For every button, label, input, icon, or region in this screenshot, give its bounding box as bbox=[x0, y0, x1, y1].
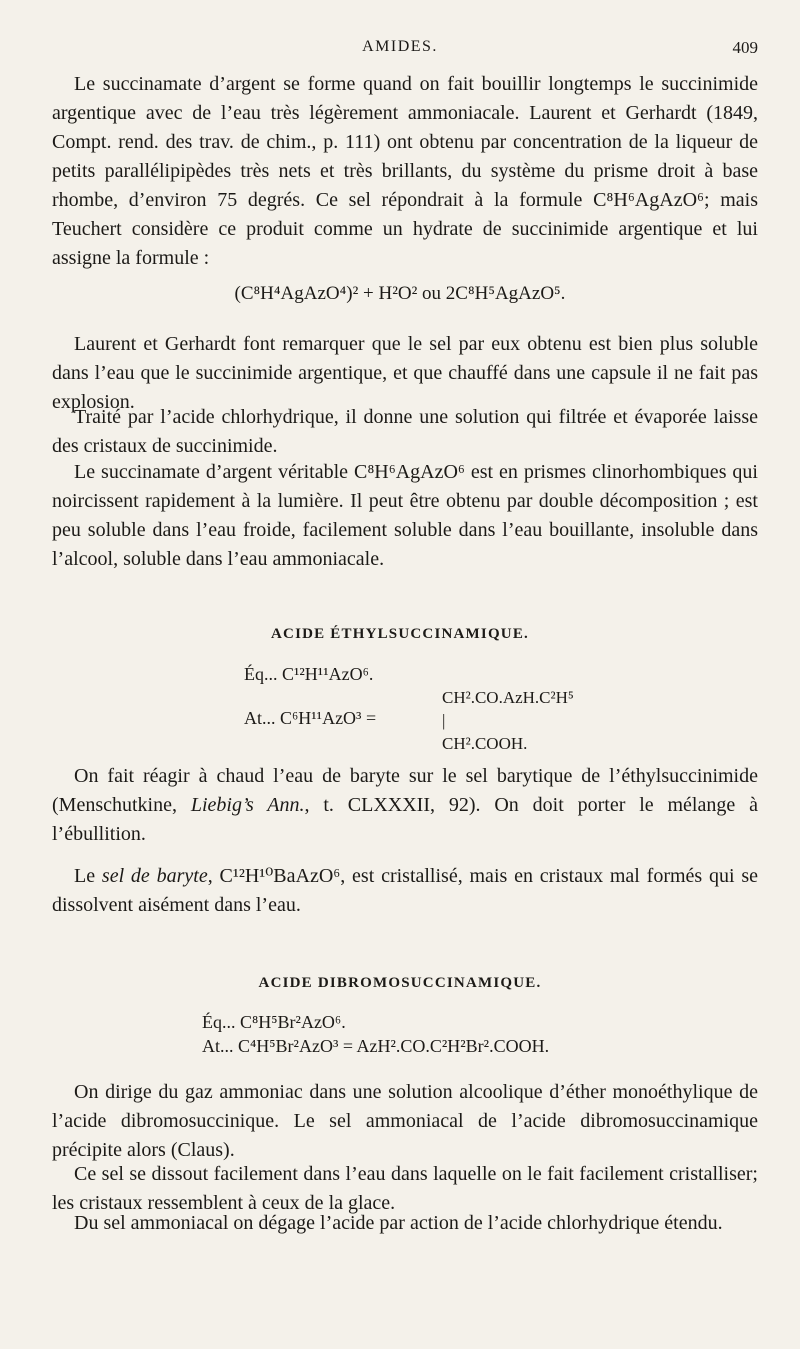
formula-hydrate: (C⁸H⁴AgAzO⁴)² + H²O² ou 2C⁸H⁵AgAzO⁵. bbox=[234, 283, 566, 304]
formula-at-ethyl-structure bbox=[442, 688, 574, 757]
page-number: 409 bbox=[732, 38, 758, 57]
text-run: Le bbox=[74, 865, 102, 887]
formula-eq-ethyl: Éq... C¹²H¹¹AzO⁶. bbox=[244, 664, 374, 684]
text-run: , C¹²H¹⁰BaAzO⁶, est cristallisé, mais en cristaux mal formés qui se dissolvent aisément dans l’eau. bbox=[52, 865, 759, 916]
paragraph-barium-salt bbox=[52, 862, 758, 920]
running-header: AMIDES. bbox=[362, 38, 438, 55]
structure-bond: | bbox=[442, 711, 446, 730]
citation-italic: Liebig’s Ann. bbox=[190, 794, 305, 816]
paragraph-true-silver-succinamate: Le succinamate d’argent véritable C⁸H⁶AgAzO⁶ est en prismes clinorhombiques qui noircissent rapidement à la lumière. Il peut être obtenu par double décomposition ; est peu soluble dans l’eau froide, facilement soluble dans l’eau bouillante, insoluble dans l’alcool, soluble dans l’eau ammoniacale. bbox=[52, 461, 758, 570]
paragraph-ammonium-salt: Ce sel se dissout facilement dans l’eau dans laquelle on le fait facilement cristalliser; les cristaux ressemblent à ceux de la glace. bbox=[52, 1163, 758, 1214]
paragraph-silver-succinamate: Le succinamate d’argent se forme quand on fait bouillir longtemps le succinimide argentique avec de l’eau très légèrement ammoniacale. Laurent et Gerhardt (1849, Compt. rend. des trav. de chim., p. 111) ont obtenu par concentration de la liqueur de petits parallélipipèdes très nets et très brillants, du système du prisme droit à base rhombe, d’environ 75 degrés. Ce sel répondrait à la formule C⁸H⁶AgAzO⁶; mais Teuchert considère ce produit comme un hydrate de succinimide argentique et lui assigne la formule : bbox=[52, 73, 758, 269]
paragraph-chlorhydric-treatment: Traité par l’acide chlorhydrique, il donne une solution qui filtrée et évaporée laisse des cristaux de succinimide. bbox=[52, 406, 758, 457]
text-run: On fait réagir à chaud l’eau de baryte sur le sel barytique de l’éthylsuccinimide (Menschutkine, bbox=[52, 765, 758, 816]
paragraph-dibromo-preparation: On dirige du gaz ammoniac dans une solution alcoolique d’éther monoéthylique de l’acide dibromosuccinique. Le sel ammoniacal de l’acide dibromosuccinamique précipite alors (Claus). bbox=[52, 1081, 758, 1161]
term-italic: sel de baryte bbox=[101, 865, 208, 887]
heading-ethylsuccinamic-acid: ACIDE ÉTHYLSUCCINAMIQUE. bbox=[271, 626, 529, 642]
paragraph-ethyl-preparation bbox=[52, 762, 758, 849]
paragraph-acid-release: Du sel ammoniacal on dégage l’acide par action de l’acide chlorhydrique étendu. bbox=[74, 1212, 723, 1234]
formula-at-dibromo: At... C⁴H⁵Br²AzO³ = AzH².CO.C²H²Br².COOH. bbox=[202, 1036, 550, 1056]
formula-at-ethyl-label: At... C⁶H¹¹AzO³ = bbox=[244, 708, 377, 728]
structure-top-line: CH².CO.AzH.C²H⁵ bbox=[442, 688, 574, 707]
heading-dibromosuccinamic-acid: ACIDE DIBROMOSUCCINAMIQUE. bbox=[258, 975, 542, 991]
text-run: , t. CLXXXII, 92). On doit porter le mélange à l’ébullition. bbox=[52, 794, 758, 845]
structure-bottom-line: CH².COOH. bbox=[442, 734, 528, 753]
paragraph-laurent-gerhardt: Laurent et Gerhardt font remarquer que le sel par eux obtenu est bien plus soluble dans l’eau que le succinimide argentique, et que chauffé dans une capsule il ne fait pas explosion. bbox=[52, 333, 758, 413]
formula-eq-dibromo: Éq... C⁸H⁵Br²AzO⁶. bbox=[202, 1012, 346, 1032]
